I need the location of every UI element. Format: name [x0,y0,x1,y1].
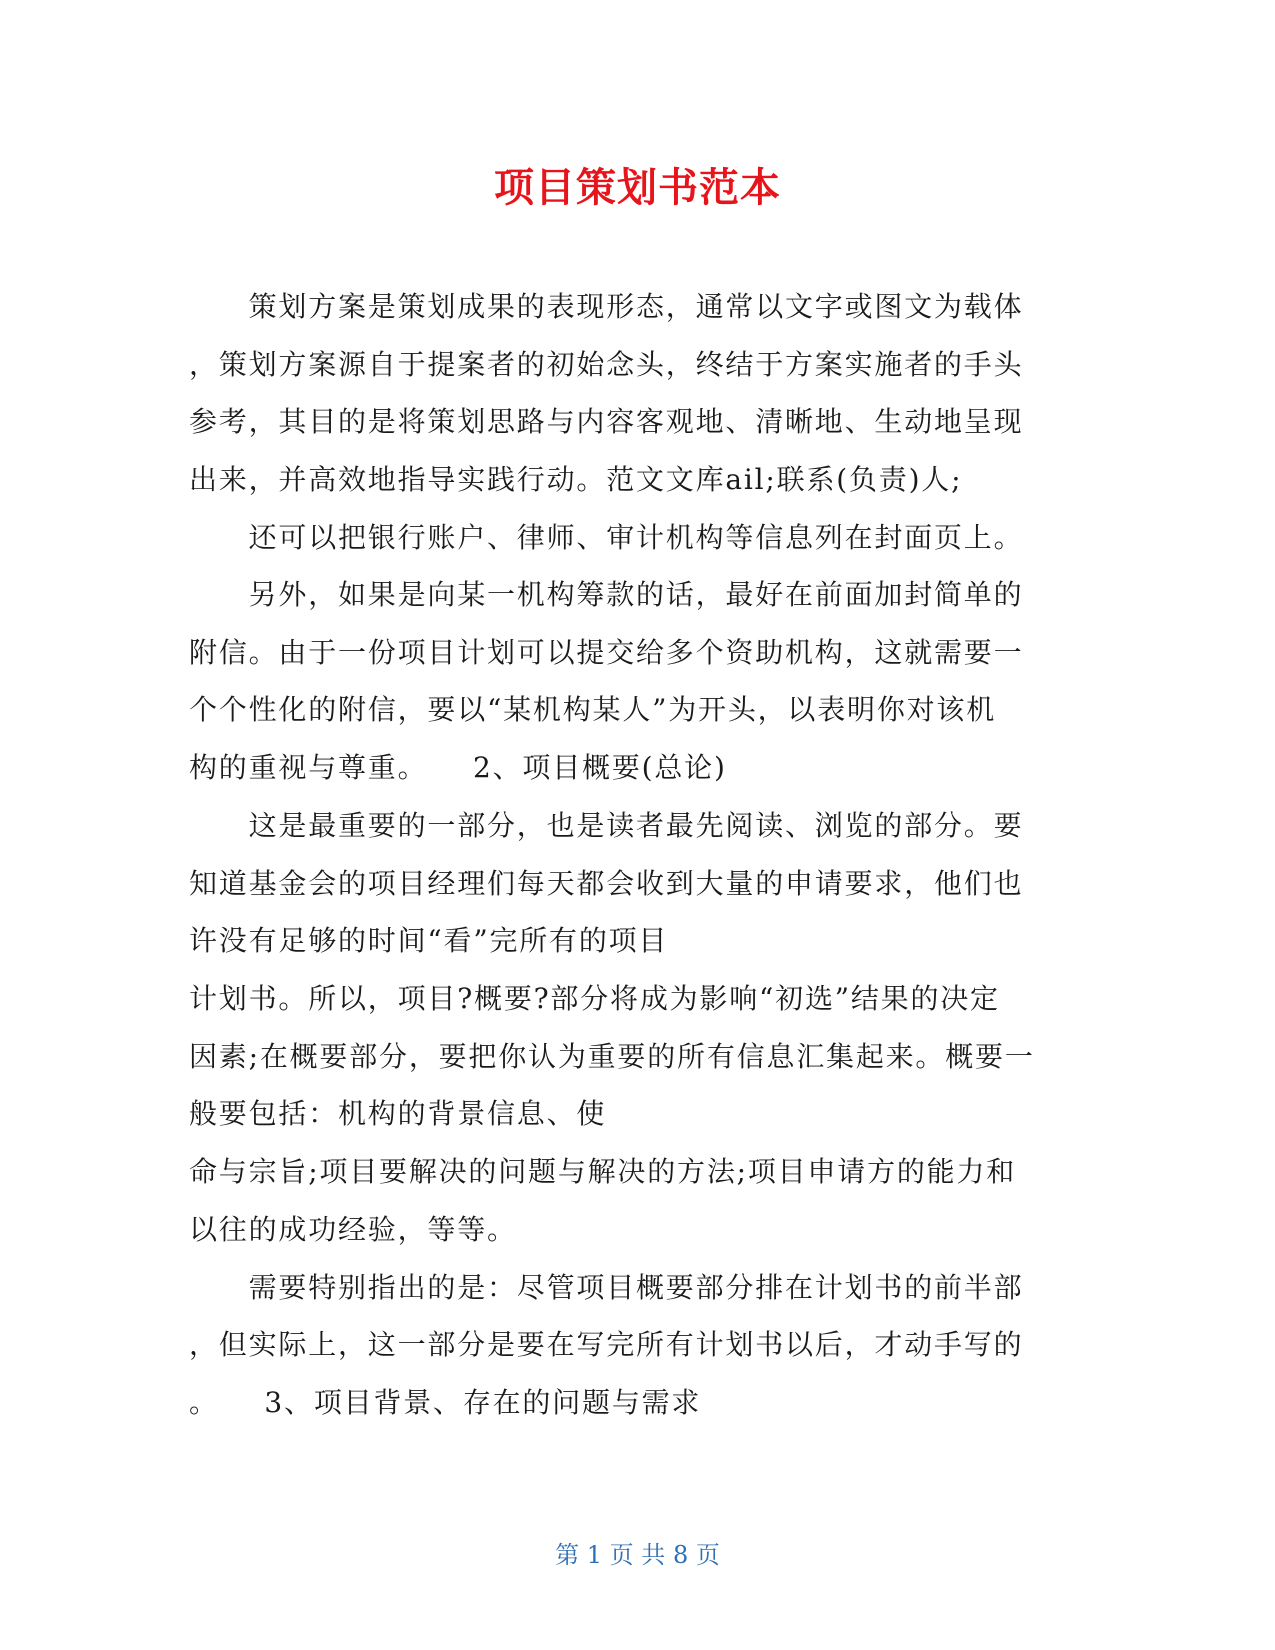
body-line-2: ，策划方案源自于提案者的初始念头，终结于方案实施者的手头 [189,348,1024,381]
body-line-7: 附信。由于一份项目计划可以提交给多个资助机构，这就需要一 [189,636,1024,669]
body-line-20: 。 3、项目背景、存在的问题与需求 [189,1386,702,1419]
body-line-9: 构的重视与尊重。 2、项目概要(总论) [189,751,727,784]
body-line-10: 这是最重要的一部分，也是读者最先阅读、浏览的部分。要 [189,809,1024,842]
body-line-13: 计划书。所以，项目?概要?部分将成为影响“初选”结果的决定 [189,982,1000,1015]
body-line-16: 命与宗旨;项目要解决的问题与解决的方法;项目申请方的能力和 [189,1155,1017,1188]
page-footer: 第 1 页 共 8 页 [555,1541,720,1569]
body-line-3: 参考，其目的是将策划思路与内容客观地、清晰地、生动地呈现 [189,405,1024,438]
body-line-19: ，但实际上，这一部分是要在写完所有计划书以后，才动手写的 [189,1328,1024,1361]
body-line-15: 般要包括：机构的背景信息、使 [189,1097,607,1130]
body-line-4: 出来，并高效地指导实践行动。范文文库ail;联系(负责)人; [189,463,963,496]
body-line-5: 还可以把银行账户、律师、审计机构等信息列在封面页上。 [189,521,1024,554]
body-line-8: 个个性化的附信，要以“某机构某人”为开头，以表明你对该机 [189,693,997,726]
body-line-12: 许没有足够的时间“看”完所有的项目 [189,924,669,957]
body-line-14: 因素;在概要部分，要把你认为重要的所有信息汇集起来。概要一 [189,1040,1035,1073]
body-line-17: 以往的成功经验，等等。 [189,1213,517,1246]
body-line-1: 策划方案是策划成果的表现形态，通常以文字或图文为载体 [189,290,1024,323]
body-line-6: 另外，如果是向某一机构筹款的话，最好在前面加封简单的 [189,578,1024,611]
document-title: 项目策划书范本 [494,165,781,211]
body-line-18: 需要特别指出的是：尽管项目概要部分排在计划书的前半部 [189,1271,1024,1304]
body-line-11: 知道基金会的项目经理们每天都会收到大量的申请要求，他们也 [189,867,1024,900]
